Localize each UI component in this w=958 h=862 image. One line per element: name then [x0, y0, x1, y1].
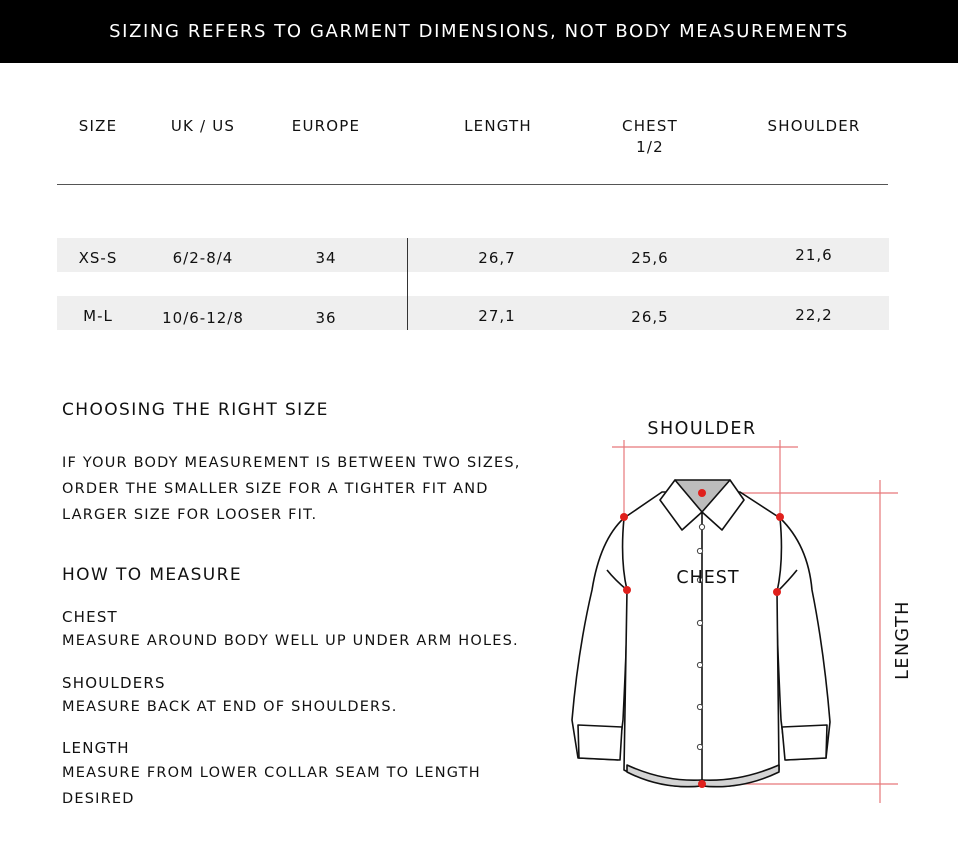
- header-length: LENGTH: [464, 117, 532, 135]
- cell-uk-us: 10/6-12/8: [162, 309, 244, 327]
- cell-size: XS-S: [78, 249, 118, 267]
- chest-text: MEASURE AROUND BODY WELL UP UNDER ARM HOLES.: [62, 633, 519, 649]
- length-title: LENGTH: [62, 739, 130, 757]
- shoulder-label: SHOULDER: [647, 419, 757, 439]
- cell-length: 26,7: [478, 249, 516, 267]
- header-uk-us: UK / US: [170, 117, 236, 135]
- column-divider: [407, 238, 408, 330]
- header-europe: EUROPE: [291, 117, 361, 135]
- cell-europe: 34: [315, 249, 337, 267]
- how-to-measure-title: HOW TO MEASURE: [62, 565, 242, 585]
- shoulders-text: MEASURE BACK AT END OF SHOULDERS.: [62, 699, 398, 715]
- cell-chest: 25,6: [631, 249, 669, 267]
- cell-size: M-L: [83, 307, 113, 325]
- shirt-measurement-diagram: [560, 410, 958, 810]
- cell-chest: 26,5: [631, 308, 669, 326]
- shoulders-title: SHOULDERS: [62, 674, 166, 692]
- header-size: SIZE: [78, 117, 118, 135]
- choosing-line: LARGER SIZE FOR LOOSER FIT.: [62, 507, 318, 523]
- header-shoulder: SHOULDER: [767, 117, 861, 135]
- header-chest-sub: 1/2: [636, 138, 664, 156]
- header-divider: [57, 184, 888, 185]
- cell-length: 27,1: [478, 307, 516, 325]
- choosing-line: ORDER THE SMALLER SIZE FOR A TIGHTER FIT AND: [62, 481, 489, 497]
- cell-shoulder: 21,6: [795, 246, 833, 264]
- chest-title: CHEST: [62, 608, 118, 626]
- length-line: MEASURE FROM LOWER COLLAR SEAM TO LENGTH: [62, 765, 481, 781]
- choosing-text: [62, 450, 521, 528]
- choosing-title: CHOOSING THE RIGHT SIZE: [62, 400, 329, 420]
- cell-shoulder: 22,2: [795, 306, 833, 324]
- cell-uk-us: 6/2-8/4: [172, 249, 234, 267]
- length-text: [62, 760, 481, 812]
- sizing-banner: SIZING REFERS TO GARMENT DIMENSIONS, NOT BODY MEASUREMENTS: [0, 0, 958, 63]
- chest-label: CHEST: [676, 568, 740, 588]
- length-label: LENGTH: [893, 600, 913, 680]
- header-chest-label: CHEST: [622, 117, 678, 135]
- cell-europe: 36: [315, 309, 337, 327]
- length-line: DESIRED: [62, 791, 135, 807]
- header-chest: [605, 116, 695, 158]
- choosing-line: IF YOUR BODY MEASUREMENT IS BETWEEN TWO SIZES,: [62, 455, 521, 471]
